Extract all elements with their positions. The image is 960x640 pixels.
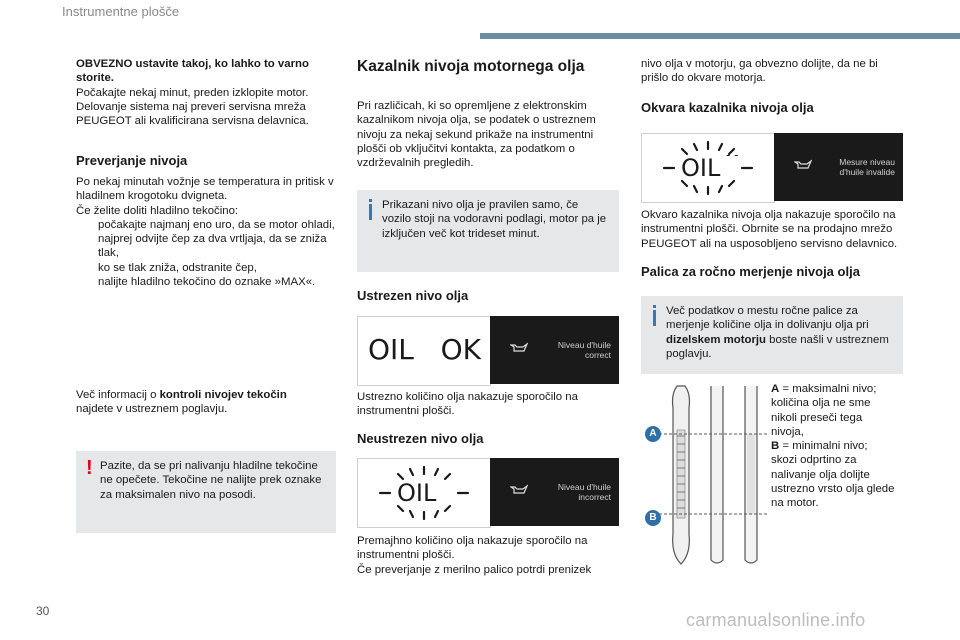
oil-fault-display-text: OIL (681, 154, 721, 182)
section-title-oil-indicator: Kazalnik nivoja motornega olja (357, 58, 585, 75)
oil-can-icon (510, 342, 528, 354)
info-icon (369, 204, 372, 220)
oil-can-icon (510, 484, 528, 496)
dipstick-illustration (641, 384, 767, 566)
section-title-indicator-fault: Okvara kazalnika nivoja olja (641, 100, 814, 115)
oil-bad-display (357, 458, 491, 528)
oil-bad-dash-message: Niveau d'huile incorrect (557, 482, 611, 502)
check-level-intro: Po nekaj minutah vožnje se temperatura in pritisk v hladilnem krogotoku dvigneta. (76, 176, 334, 203)
list-item: nalijte hladilno tekočino do oznake »MAX«. (98, 276, 316, 289)
info-box-dipstick (641, 296, 903, 374)
check-level-body (76, 175, 338, 289)
oil-can-icon (794, 159, 812, 171)
oil-fault-dash-message: Mesure niveau d'huile invalide (839, 157, 895, 177)
section-title-level-bad: Neustrezen nivo olja (357, 431, 484, 446)
info-text: Prikazani nivo olja je pravilen samo, če vozilo stoji na vodoravni podlagi, motor pa je izključen več kot trideset minut. (382, 199, 607, 240)
oil-bad-display-text: OIL (397, 479, 437, 507)
info-icon-dot (653, 305, 656, 308)
list-item: ko se tlak zniža, odstranite čep, (98, 261, 257, 274)
warning-exclamation-icon: ! (86, 457, 93, 479)
list-item: najprej odvijte čep za dva vrtljaja, da se zniža tlak, (98, 233, 327, 260)
list-item: počakajte najmanj eno uro, da se motor ohladi, (98, 218, 335, 231)
level-label-b: B (645, 510, 661, 526)
legend-a: A = maksimalni nivo; količina olja ne sme nikoli preseči tega nivoja, (771, 383, 877, 438)
oil-ok-dash-screen (490, 316, 619, 384)
info-icon-dot (369, 199, 372, 202)
caution-text: Pazite, da se pri nalivanju hladilne tekočine ne opečete. Tekočine ne nalijte prek oznake za maksimalen nivo na posodi. (100, 460, 322, 501)
section-title-check-level: Preverjanje nivoja (76, 153, 188, 168)
check-level-steps (76, 218, 338, 289)
oil-bad-text: Premajhno količino olja nakazuje sporočilo na instrumentni plošči. Če preverjanje z merilno palico potrdi prenizek (357, 535, 592, 576)
oil-fault-dash-screen (774, 133, 903, 201)
dipstick-info-text: Več podatkov o mestu ročne palice za merjenje količine olja in dolivanju olja pri dizelskem motorju boste našli v ustreznem poglavju. (666, 305, 889, 360)
watermark: carmanualsonline.info (686, 610, 866, 630)
oil-fault-display (641, 133, 775, 203)
info-icon (653, 310, 656, 326)
oil-ok-text: Ustrezno količino olja nakazuje sporočilo na instrumentni plošči. (357, 391, 578, 418)
page-number: 30 (36, 604, 50, 618)
header-accent-bar (480, 33, 960, 39)
oil-fault-dashes: - - (726, 148, 739, 162)
check-level-intro2: Če želite doliti hladilno tekočino: (76, 204, 239, 217)
top-warning-block (76, 57, 334, 128)
level-label-a: A (645, 426, 661, 442)
section-title-dipstick: Palica za ročno merjenje nivoja olja (641, 264, 860, 279)
info-box-level-accuracy (357, 190, 619, 272)
oil-fault-text: Okvaro kazalnika nivoja olja nakazuje sporočilo na instrumentni plošči. Obrnite se na prodajno mrežo PEUGEOT ali na usposobljeno servisno delavnico. (641, 209, 898, 250)
top-warning-bold: OBVEZNO ustavite takoj, ko lahko to varno storite. (76, 58, 309, 85)
more-info-link-text: kontroli nivojev tekočin (159, 389, 287, 401)
running-header: Instrumentne plošče (62, 4, 180, 19)
oil-ok-display-text: OIL OK (368, 333, 481, 366)
oil-ok-display (357, 316, 491, 386)
continued-text: nivo olja v motorju, ga obvezno dolijte, da ne bi prišlo do okvare motorja. (641, 58, 878, 85)
dipstick-legend (771, 382, 895, 511)
more-info-paragraph: Več informacij o kontroli nivojev tekočin najdete v ustreznem poglavju. (76, 389, 287, 416)
oil-ok-dash-message: Niveau d'huile correct (557, 340, 611, 360)
oil-bad-dash-screen (490, 458, 619, 526)
caution-box (76, 451, 336, 533)
section-title-level-ok: Ustrezen nivo olja (357, 288, 469, 303)
top-warning-text: Počakajte nekaj minut, preden izklopite motor. Delovanje sistema naj preveri servisna mreža PEUGEOT ali kvalificirana servisna delavnica. (76, 86, 309, 128)
legend-b: B = minimalni nivo; skozi odprtino za nalivanje olja dolijte ustrezno vrsto olja glede na motor. (771, 440, 895, 510)
oil-indicator-intro: Pri različicah, ki so opremljene z elektronskim kazalnikom nivoja olja, se podatek o ustreznem nivoju za nekaj sekund prikaže na instrumentni plošči ob vključitvi kontakta, za podatkom o vzdrževalnih pregledih. (357, 100, 596, 170)
